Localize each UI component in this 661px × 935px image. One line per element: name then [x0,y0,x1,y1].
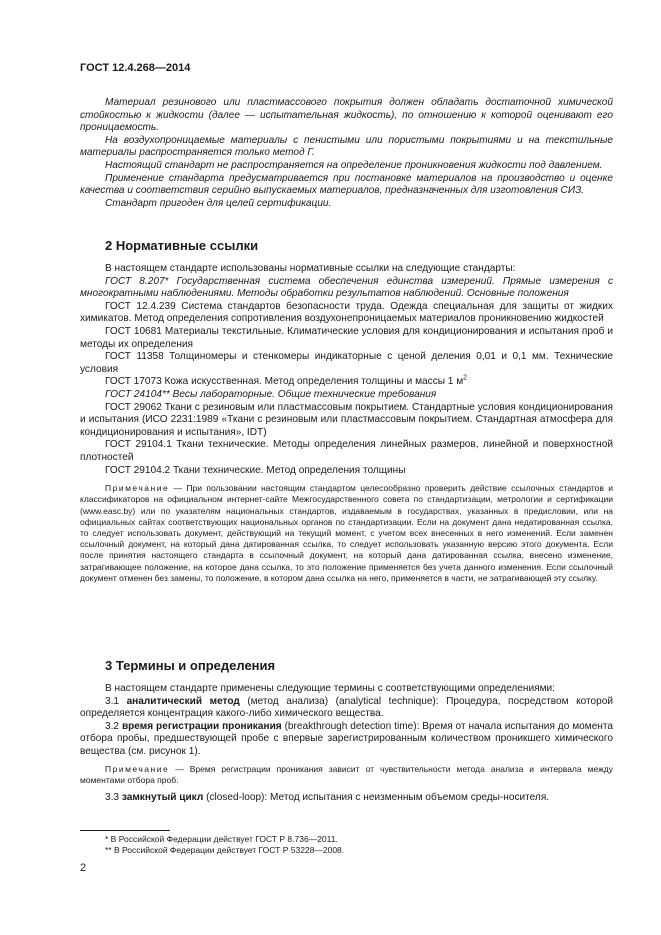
intro-paragraph: На воздухопроницаемые материалы с пенистыми или пористыми покрытиями и на текстильные материалы распространяется только метод Г. [80,134,613,159]
term-entry [80,721,613,759]
term-number: 3.3 [105,791,122,803]
intro-paragraph: Материал резинового или пластмассового покрытия должен обладать достаточной химической стойкостью к жидкости (далее — испытательная жидкость), по отношению к которой оценивают его проницаемость. [80,97,613,134]
term-number: 3.1 [105,695,127,707]
term: замкнутый цикл [121,791,204,803]
section-lead: В настоящем стандарте применены следующие термины с соответствующими определениями: [105,683,555,694]
reference-item: ГОСТ 11358 Толщиномеры и стенкомеры индикаторные с ценой деления 0,01 и 0,1 мм. Технические условия [80,351,613,375]
note-label: Примечание [105,763,170,774]
note-text: — При пользовании настоящим стандартом целесообразно проверить действие ссылочных стандартов и классификаторов на официальном интернет-сайте Межгосударственного совета по стандартизации, метрологии и сертификации (www.easc.by) или по указателям национальных стандартов, издаваемым в государствах, указанных в предисловии, или на официальных сайтах соответствующих национальных органов по стандартизации. Если на документ дана недатированная ссылка, то следует использовать документ, действующий на текущий момент, с учетом всех внесенных в него изменений. Если заменен ссылочный документ, на который дана датированная ссылка, то следует использовать указанную версию этого документа. Если после принятия настоящего стандарта в ссылочный документ, на который дана датированная ссылка, внесено изменение, затрагивающее положение, на которое дана ссылка, то это положение применяется без учета данного изменения. Если ссылочный документ отменен без замены, то положение, в котором дана ссылка на него, применяется в части, не затрагивающей эту ссылку. [80,483,613,583]
footnote: * В Российской Федерации действует ГОСТ Р 8.736—2011. [105,834,338,844]
intro-paragraph: Стандарт пригоден для целей сертификации. [105,197,332,209]
term-definition: (closed-loop): Метод испытания с неизменным объемом среды-носителя. [203,791,550,803]
note-text: — Время регистрации проникания зависит от чувствительности метода анализа и интервала между моментами отбора проб. [80,763,613,785]
page-number: 2 [80,862,87,874]
intro-paragraph: Применение стандарта предусматривается при постановке материалов на производство и оценке качества и соответствия серийно выпускаемых материалов, предназначенных для изготовления СИЗ. [80,172,613,197]
term-entry [80,792,613,805]
reference-item: ГОСТ 29104.2 Ткани технические. Метод определения толщины [105,464,406,476]
intro-block [80,97,613,210]
term-number: 3.2 [105,720,122,732]
term: время регистрации проникания [121,720,282,732]
note-label: Примечание [105,483,170,494]
term-definition: (метод анализа) (analytical technique): Процедура, посредством которой определяется концентрация какого-либо химического вещества. [80,695,613,720]
section-terms [80,658,613,805]
reference-item: ГОСТ 10681 Материалы текстильные. Климатические условия для кондиционирования и испытания проб и методы их определения [80,325,613,350]
footnotes [80,834,613,856]
footnote: ** В Российской Федерации действует ГОСТ Р 53228—2008. [105,845,345,855]
superscript: 2 [463,374,468,382]
document-header: ГОСТ 12.4.268—2014 [80,62,191,74]
reference-item [80,376,613,389]
note [80,483,613,584]
section-lead: В настоящем стандарте использованы нормативные ссылки на следующие стандарты: [105,263,516,274]
reference-item: ГОСТ 29062 Ткани с резиновым или пластмассовым покрытием. Стандартные условия кондиционирования и испытания (ИСО 2231:1989 «Ткани с резиновым или пластмассовым покрытием. Стандартная атмосфера для кондиционирования и испытания», IDT) [80,401,613,438]
section-normative-references [80,238,613,584]
section-title: 2 Нормативные ссылки [105,238,259,253]
reference-item: ГОСТ 29104.1 Ткани технические. Методы определения линейных размеров, линейной и поверхностной плотностей [80,439,613,463]
footnote-divider [80,830,170,831]
reference-item: ГОСТ 24104** Весы лабораторные. Общие технические требования [105,388,437,400]
section-title: 3 Термины и определения [105,658,276,673]
reference-item: ГОСТ 12.4.239 Система стандартов безопасности труда. Одежда специальная для защиты от жидких химикатов. Метод определения сопротивления воздухонепроницаемых материалов проникновению жидкостей [80,300,613,325]
term-entry [80,696,613,721]
note [80,764,613,786]
intro-paragraph: Настоящий стандарт не распространяется на определение проникновения жидкости под давлением. [105,159,603,171]
reference-text: ГОСТ 17073 Кожа искусственная. Метод определения толщины и массы 1 м [105,376,464,388]
term-definition: (breakthrough detection time): Время от начала испытания до момента отбора пробы, предшествующей пробе с впервые зарегистрированным количеством проникшего химического вещества (см. рисунок 1). [80,720,614,757]
reference-item: ГОСТ 8.207* Государственная система обеспечения единства измерений. Прямые измерения с многократными наблюдениями. Методы обработки результатов наблюдений. Основные положения [80,275,613,300]
term: аналитический метод [126,695,240,707]
